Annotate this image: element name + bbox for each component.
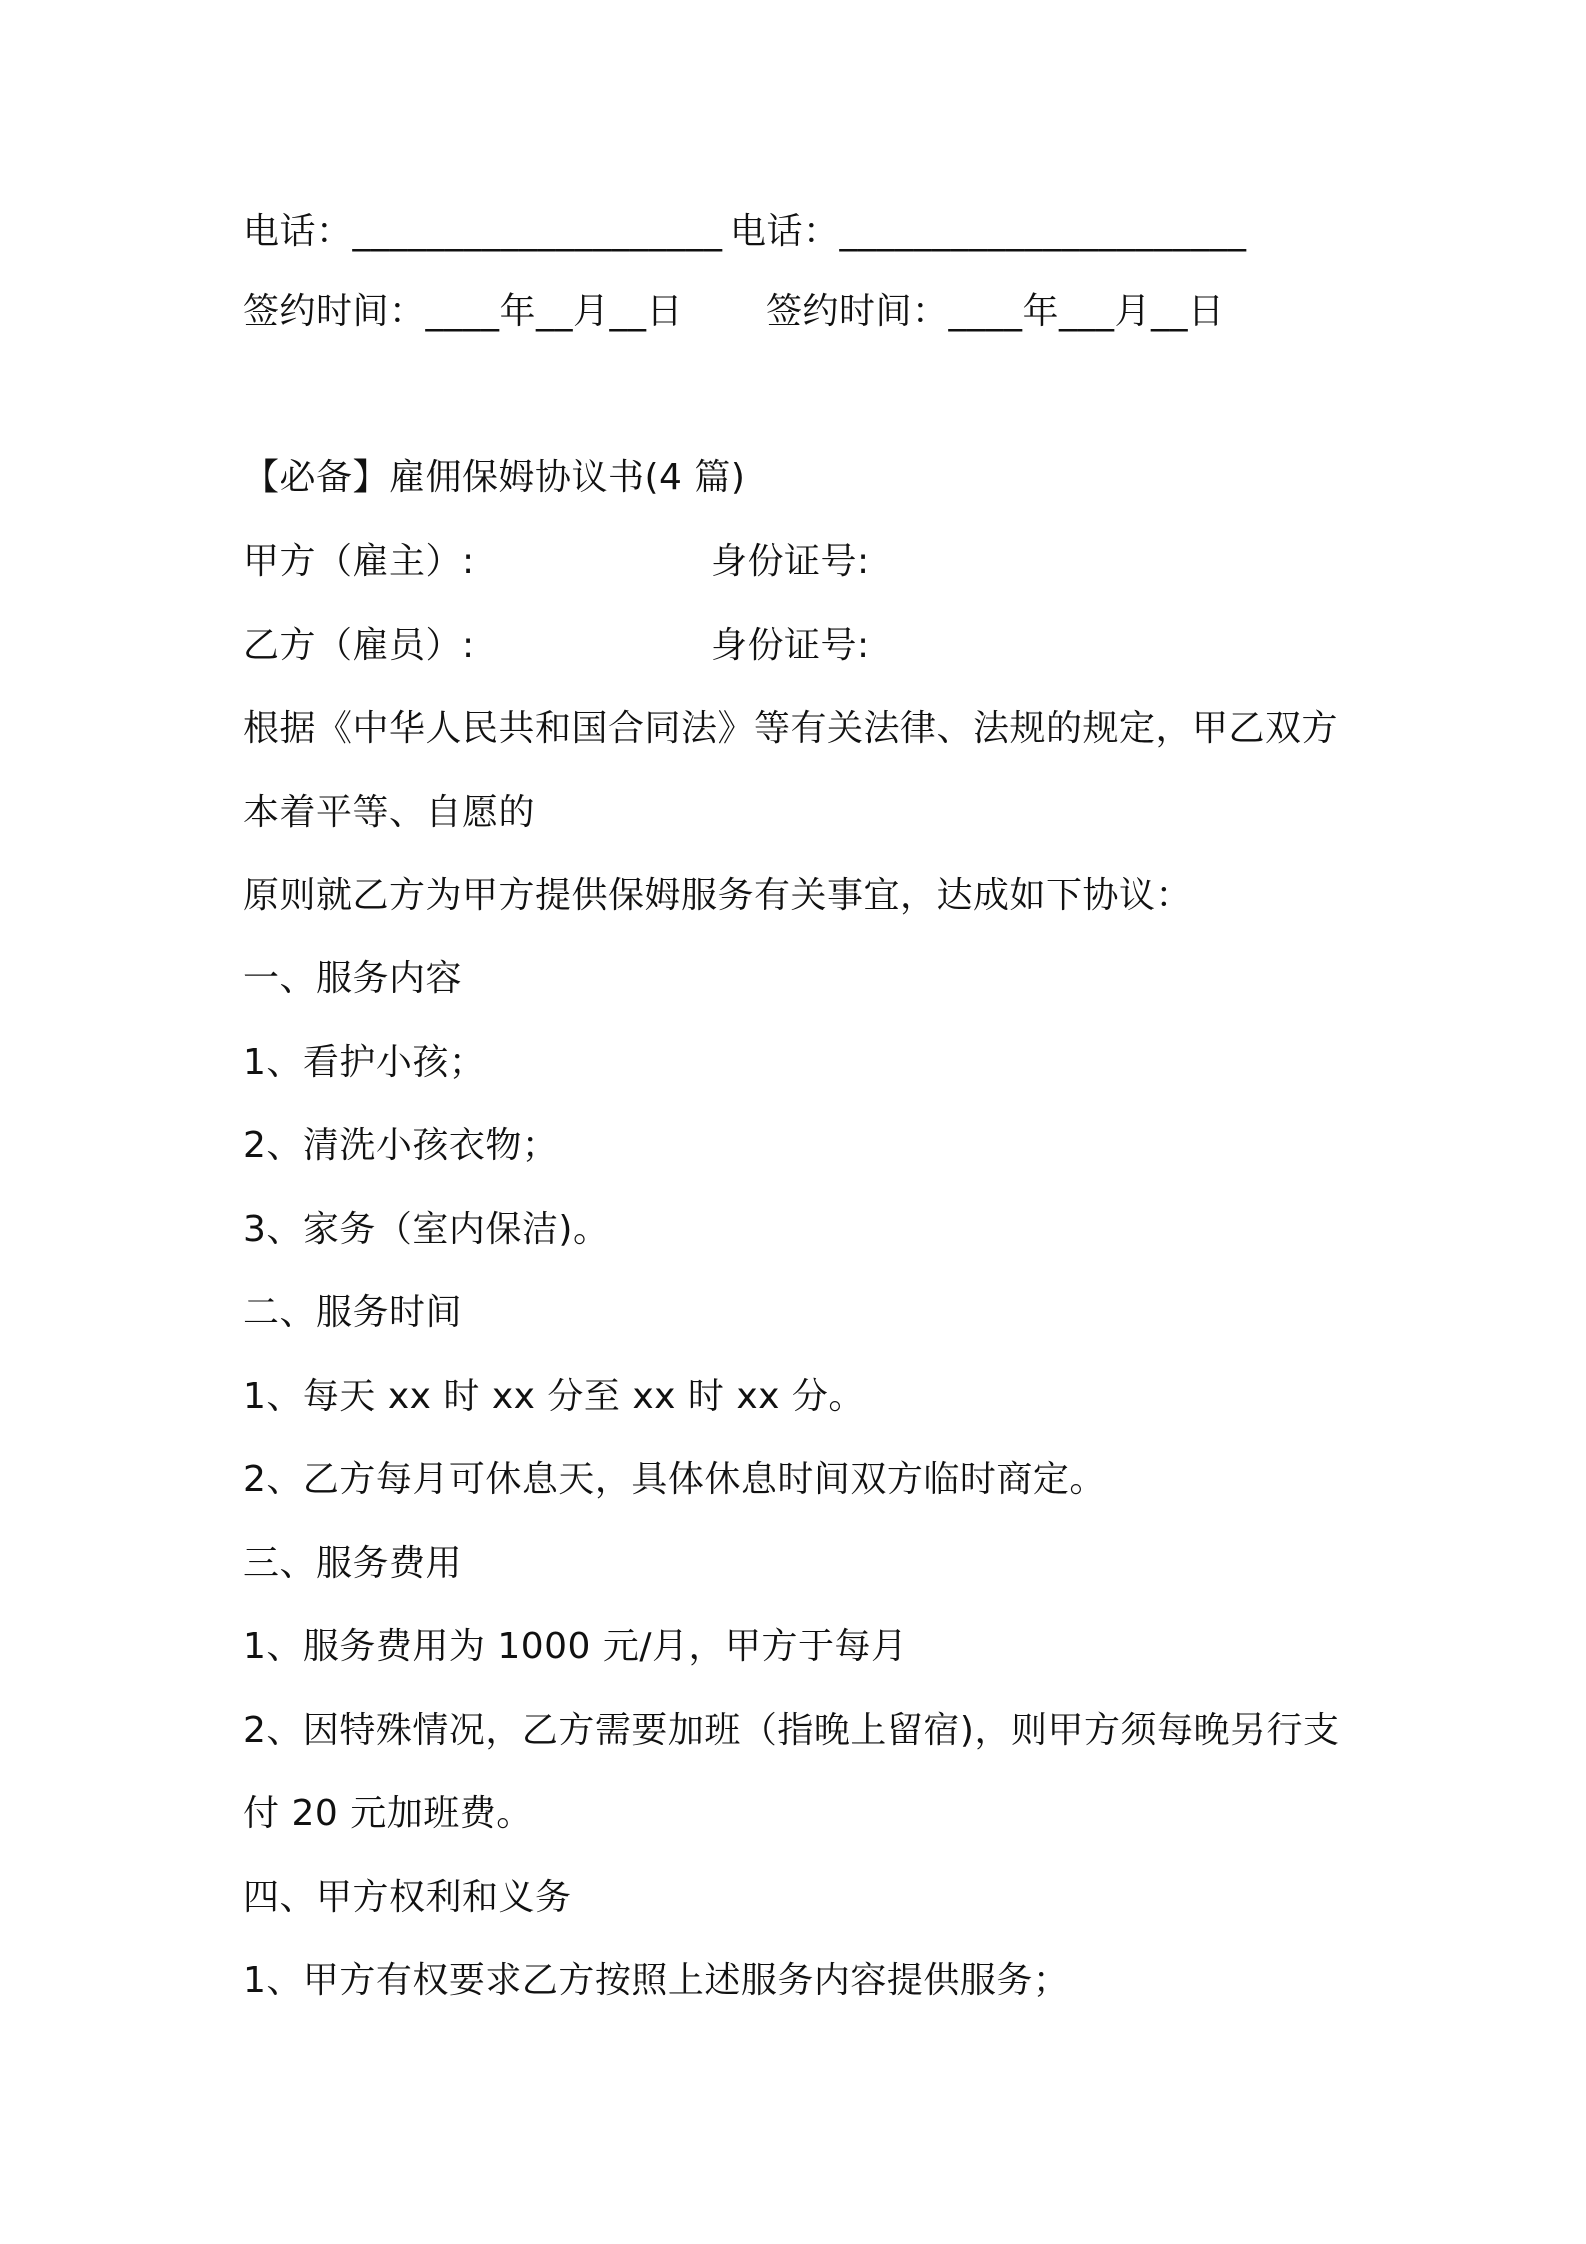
section-4-item-1: 1、甲方有权要求乙方按照上述服务内容提供服务；	[243, 1960, 1070, 2001]
phone-right: 电话：______________________	[730, 211, 1247, 252]
party-b-label: 乙方（雇员）:	[243, 625, 475, 666]
section-3-item-1: 1、服务费用为 1000 元/月，甲方于每月	[243, 1626, 908, 1667]
party-b-id-label: 身份证号:	[711, 625, 870, 666]
section-1-item-1: 1、看护小孩；	[243, 1042, 486, 1083]
section-2-item-2: 2、乙方每月可休息天，具体休息时间双方临时商定。	[243, 1459, 1106, 1500]
intro-line-3: 原则就乙方为甲方提供保姆服务有关事宜，达成如下协议：	[243, 875, 1193, 916]
party-b-row	[243, 622, 870, 670]
sign-date-left: 签约时间：____年__月__日	[243, 291, 684, 332]
section-1-title: 一、服务内容	[243, 958, 463, 999]
sign-date-row	[243, 288, 1225, 336]
section-4-title: 四、甲方权利和义务	[243, 1877, 572, 1918]
phone-row	[243, 208, 1247, 256]
phone-left: 电话：____________________	[243, 211, 723, 252]
intro-line-1: 根据《中华人民共和国合同法》等有关法律、法规的规定，甲乙双方	[243, 708, 1339, 749]
party-a-id-label: 身份证号:	[711, 541, 870, 582]
section-3-item-2-line-2: 付 20 元加班费。	[243, 1793, 533, 1834]
section-1-item-2: 2、清洗小孩衣物；	[243, 1125, 559, 1166]
party-a-row	[243, 538, 870, 586]
section-3-title: 三、服务费用	[243, 1543, 463, 1584]
section-2-title: 二、服务时间	[243, 1292, 463, 1333]
party-a-label: 甲方（雇主）:	[243, 541, 475, 582]
intro-line-2: 本着平等、自愿的	[243, 792, 536, 833]
section-2-item-1: 1、每天 xx 时 xx 分至 xx 时 xx 分。	[243, 1376, 865, 1417]
section-1-item-3: 3、家务（室内保洁)。	[243, 1209, 610, 1250]
section-3-item-2-line-1: 2、因特殊情况，乙方需要加班（指晚上留宿)，则甲方须每晚另行支	[243, 1710, 1340, 1751]
document-title: 【必备】雇佣保姆协议书(4 篇)	[243, 457, 746, 498]
sign-date-right: 签约时间：____年___月__日	[766, 291, 1225, 332]
